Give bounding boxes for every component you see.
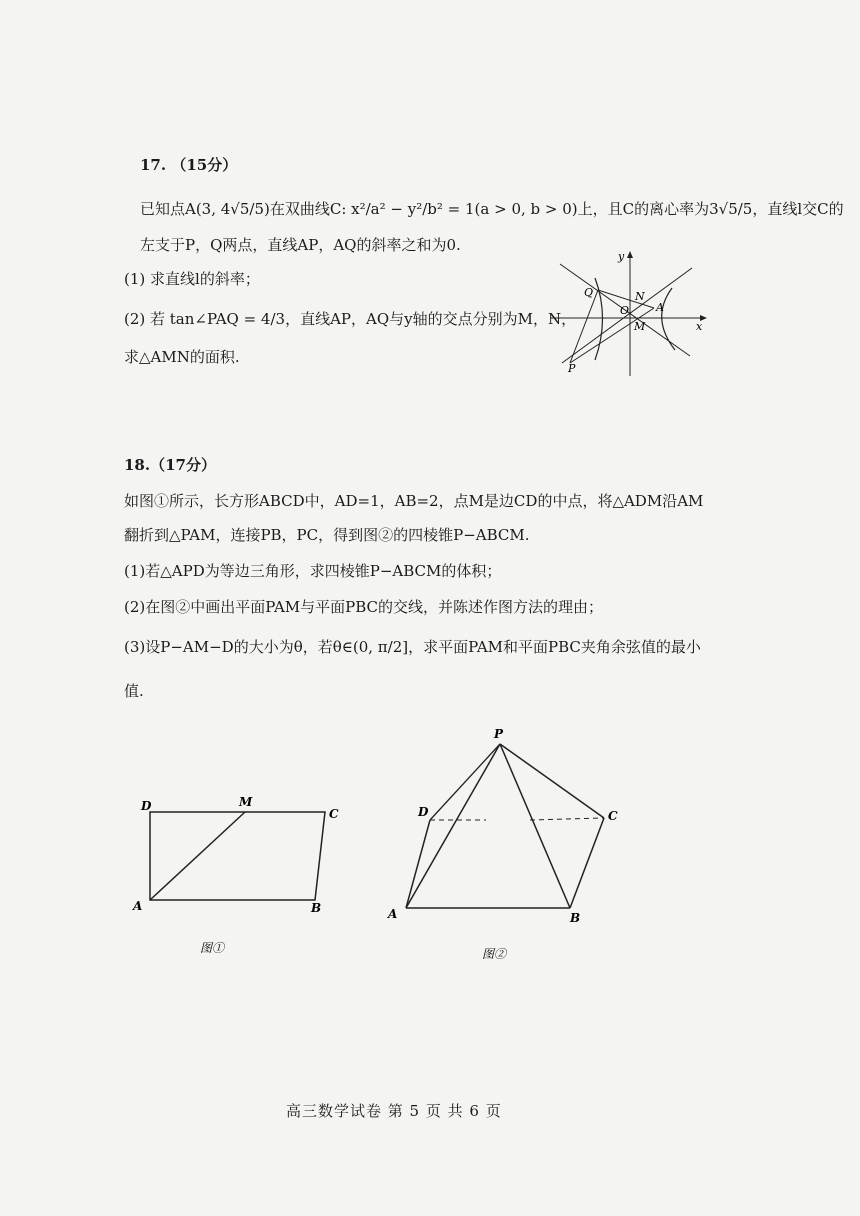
q18-line2: 翻折到△PAM，连接PB，PC，得到图②的四棱锥P−ABCM. bbox=[124, 526, 530, 544]
fig17-label-A: A bbox=[656, 301, 664, 314]
q17-line2: 左支于P，Q两点，直线AP，AQ的斜率之和为0. bbox=[140, 236, 461, 254]
fig17-label-O: O bbox=[620, 304, 630, 317]
fig1-label-A: A bbox=[133, 899, 143, 913]
fig2-label-C: C bbox=[608, 809, 618, 823]
fig2-caption: 图② bbox=[482, 947, 507, 961]
figure2-pyramid bbox=[378, 722, 638, 972]
q18-part3b: 值. bbox=[124, 682, 144, 700]
fig2-label-D: D bbox=[418, 805, 429, 819]
fig17-label-x: x bbox=[696, 320, 703, 333]
fig17-label-M: M bbox=[634, 320, 646, 333]
fig2-label-B: B bbox=[570, 911, 581, 925]
q17-part2: (2) 若 tan∠PAQ = 4/3，直线AP，AQ与y轴的交点分别为M，N， bbox=[124, 310, 577, 328]
q17-header: 17. （15分） bbox=[140, 156, 238, 174]
q18-part2: (2)在图②中画出平面PAM与平面PBC的交线，并陈述作图方法的理由； bbox=[124, 598, 604, 616]
q18-part1: (1)若△APD为等边三角形，求四棱锥P−ABCM的体积； bbox=[124, 562, 502, 580]
page-footer: 高三数学试卷 第 5 页 共 6 页 bbox=[286, 1102, 502, 1120]
figure1-rectangle bbox=[125, 790, 355, 970]
q17-part2b: 求△AMN的面积. bbox=[124, 348, 240, 366]
fig1-label-C: C bbox=[329, 807, 339, 821]
q17-line1: 已知点A(3, 4√5/5)在双曲线C: x²/a² − y²/b² = 1(a > 0, b > 0)上，且C的离心率为3√5/5，直线l交C的 bbox=[140, 200, 844, 218]
fig1-label-D: D bbox=[141, 799, 152, 813]
fig17-label-y: y bbox=[618, 250, 625, 263]
fig2-label-P: P bbox=[494, 727, 504, 741]
fig17-label-Q: Q bbox=[584, 286, 594, 299]
q18-part3: (3)设P−AM−D的大小为θ，若θ∈(0, π/2]，求平面PAM和平面PBC夹角余弦值的最小 bbox=[124, 638, 701, 656]
fig1-label-B: B bbox=[311, 901, 322, 915]
fig1-label-M: M bbox=[239, 795, 253, 809]
q18-line1: 如图①所示，长方形ABCD中，AD=1，AB=2，点M是边CD的中点，将△ADM沿AM bbox=[124, 492, 704, 510]
fig17-label-P: P bbox=[568, 362, 576, 375]
fig2-label-A: A bbox=[388, 907, 398, 921]
hyperbola-figure bbox=[550, 248, 720, 378]
fig1-caption: 图① bbox=[200, 941, 225, 955]
q18-header: 18.（17分） bbox=[124, 456, 216, 474]
q17-part1: (1) 求直线l的斜率； bbox=[124, 270, 260, 288]
fig17-label-N: N bbox=[635, 290, 645, 303]
